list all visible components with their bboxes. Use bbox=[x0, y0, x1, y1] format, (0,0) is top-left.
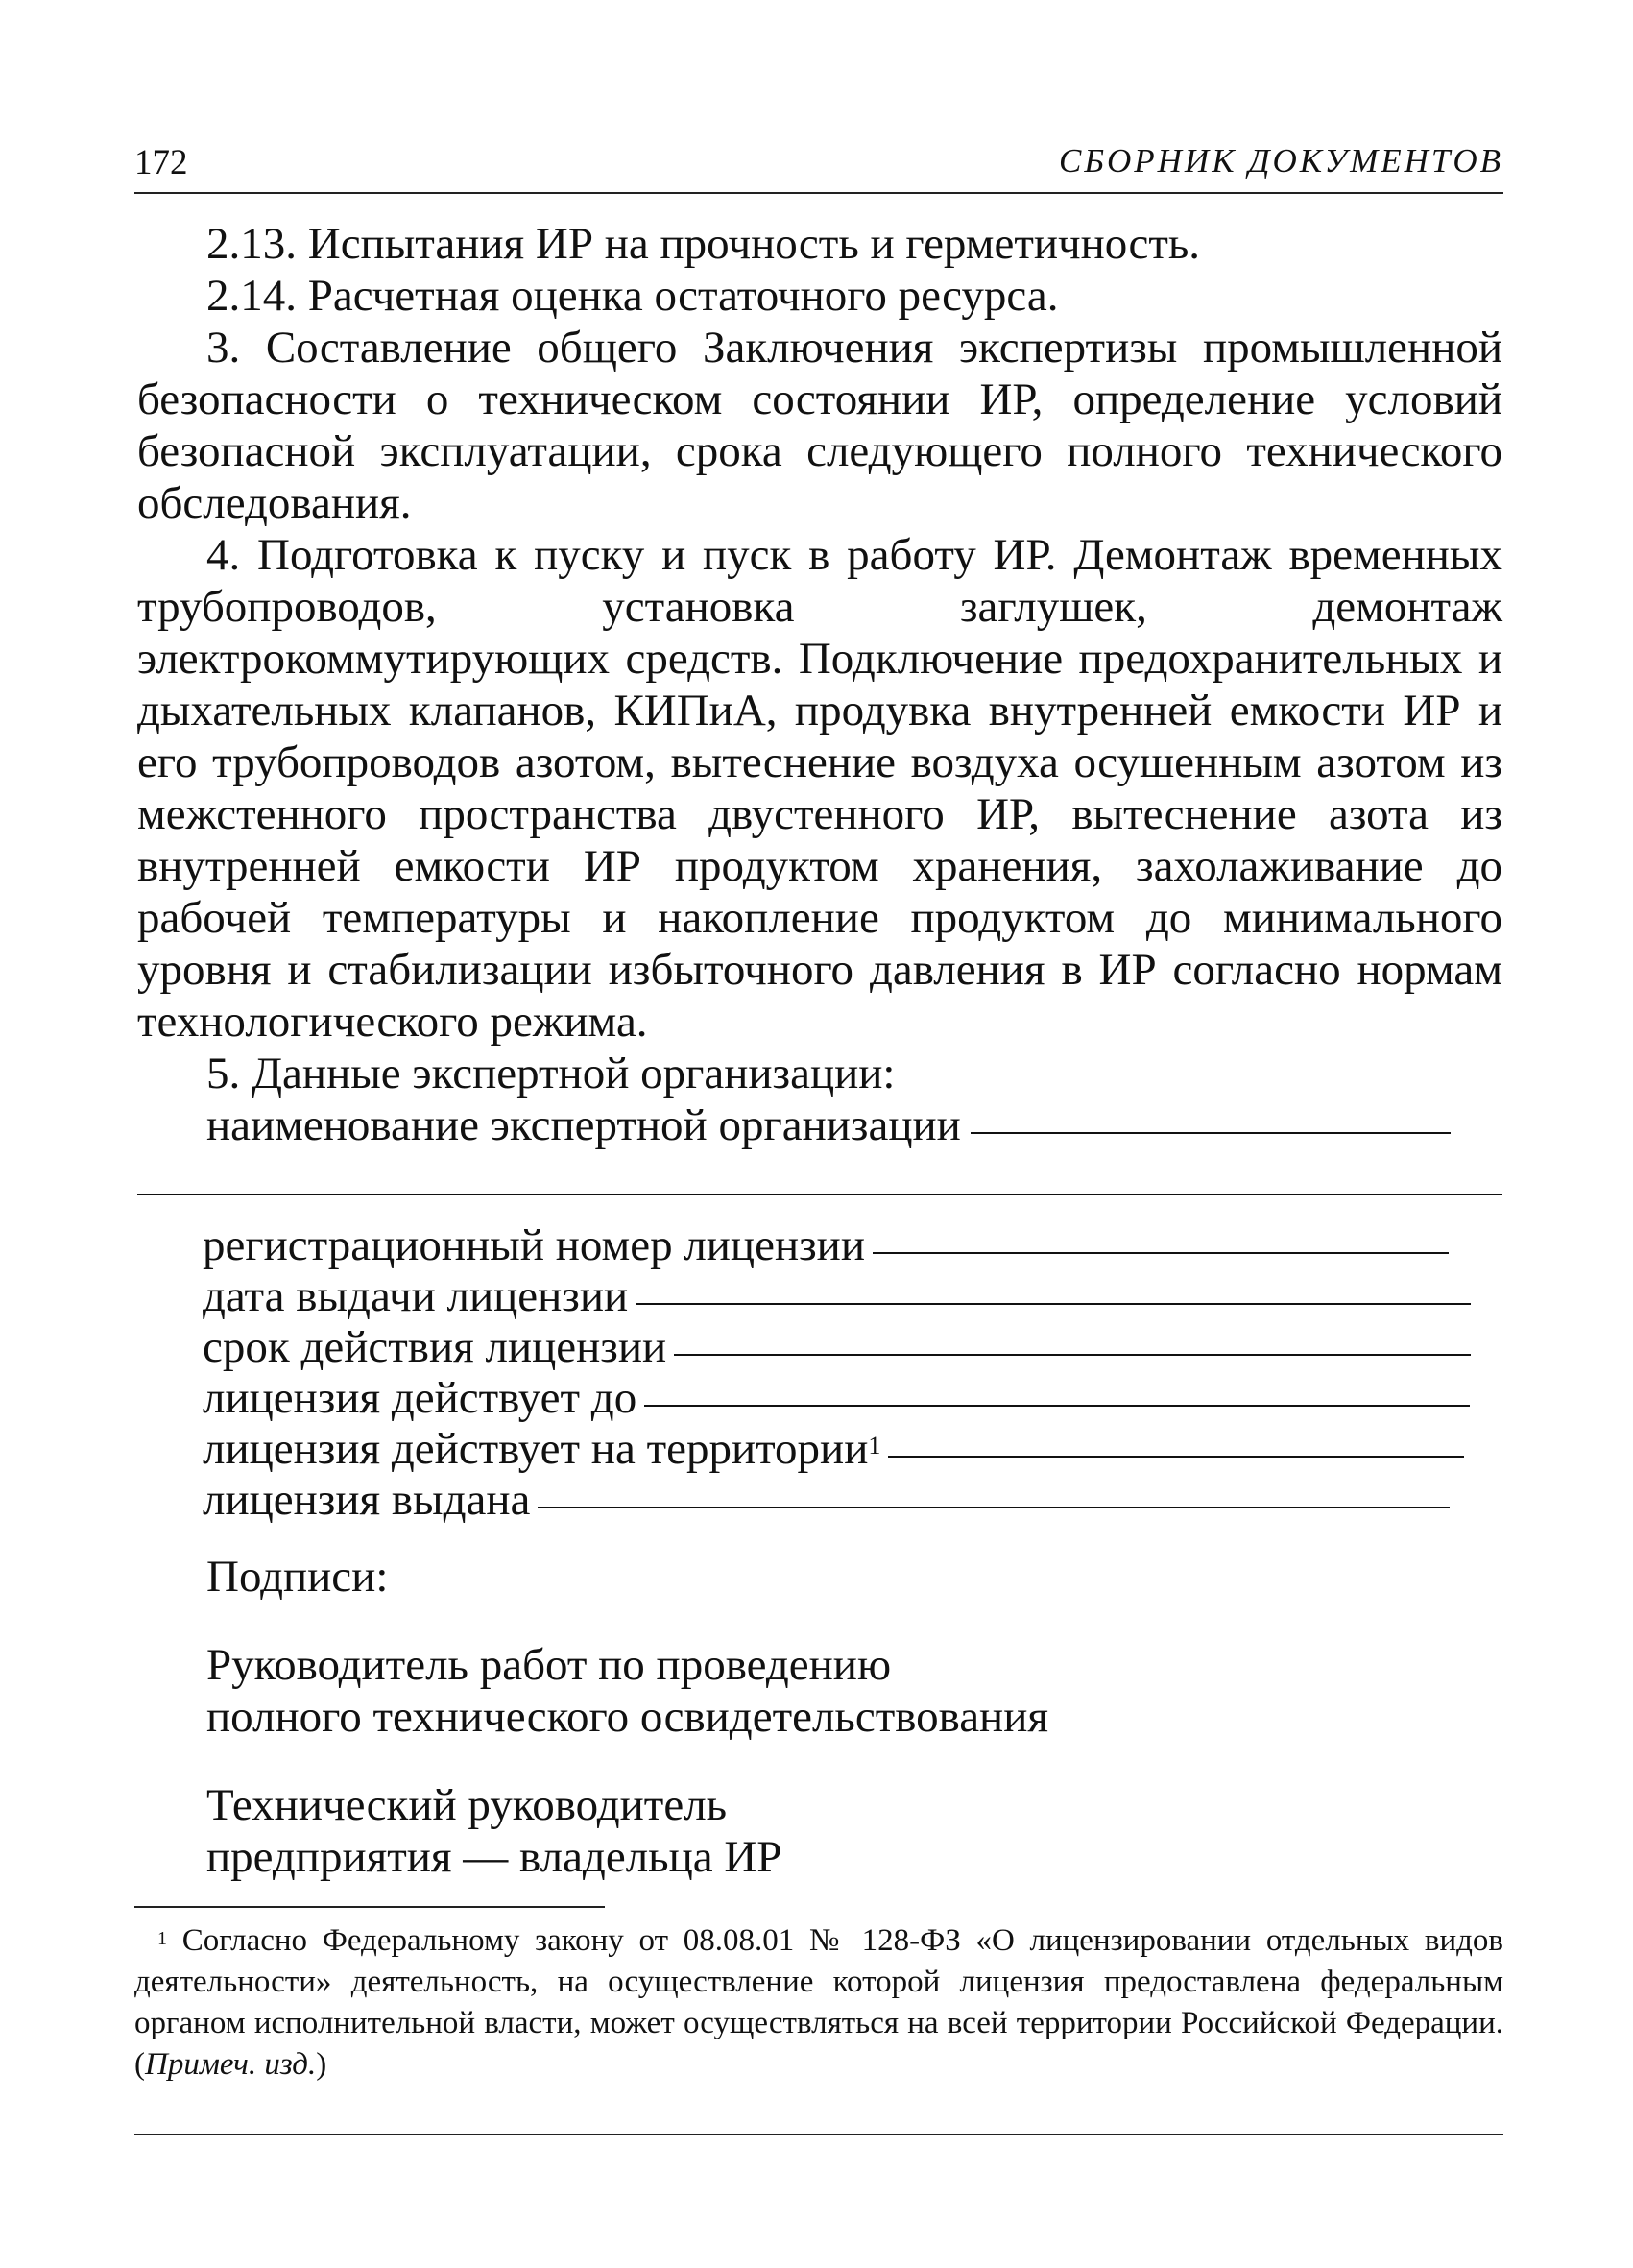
paragraph-5: 5. Данные экспертной организации: bbox=[206, 1049, 896, 1098]
org-name-blank-line-full[interactable] bbox=[137, 1194, 1502, 1195]
signature-block-technical-director bbox=[137, 1779, 1502, 1883]
signer-title-line: полного технического освидетельствования bbox=[206, 1692, 1048, 1742]
bottom-rule bbox=[134, 2134, 1503, 2135]
org-name-field[interactable] bbox=[137, 1099, 1502, 1151]
paragraph-2-13: 2.13. Испытания ИР на прочность и герметичность. bbox=[206, 219, 1201, 269]
footnote bbox=[134, 1920, 1503, 2086]
page-body bbox=[137, 218, 1502, 1883]
paragraph-4: 4. Подготовка к пуску и пуск в работу ИР. Демонтаж временных трубопроводов, установка заглушек, демонтаж электрокоммутирующих средств. Подключение предохранительных и дыхательных клапанов, КИПиА, продувка внутренней емкости ИР и его трубопроводов азотом, вытеснение воздуха осушенным азотом из межстенного пространства двустенного ИР, вытеснение азота из внутренней емкости ИР продуктом хранения, захолаживание до рабочей температуры и накопление продуктом до минимального уровня и стабилизации избыточного давления в ИР согласно нормам технологического режима. bbox=[137, 530, 1502, 1047]
license-field-blank-line[interactable] bbox=[674, 1354, 1471, 1356]
footnote-text: Согласно Федеральному закону от 08.08.01 № 128-ФЗ «О лицензировании отдельных видов деятельности» деятельность, на осуществление которой лицензия предоставлена федеральным органом исполнительной власти, может осуществляться на всей территории Российской Федерации. ( bbox=[134, 1923, 1503, 2082]
license-field-blank-line[interactable] bbox=[644, 1405, 1470, 1407]
license-field-label: лицензия действует на территории$^1$ bbox=[203, 1424, 881, 1474]
org-name-blank-line[interactable] bbox=[971, 1132, 1451, 1134]
license-field-label: регистрационный номер лицензии bbox=[203, 1220, 865, 1270]
license-field-issued-by[interactable] bbox=[137, 1475, 1502, 1526]
license-field-blank-line[interactable] bbox=[873, 1252, 1449, 1254]
org-name-label: наименование экспертной организации bbox=[206, 1100, 961, 1150]
license-field-validity-period[interactable] bbox=[137, 1322, 1502, 1373]
footnote-separator bbox=[134, 1906, 605, 1908]
license-field-label: лицензия выдана bbox=[203, 1475, 531, 1525]
signer-title-line: предприятия — владельца ИР bbox=[206, 1832, 782, 1882]
license-field-blank-line[interactable] bbox=[636, 1303, 1471, 1305]
license-field-blank-line[interactable] bbox=[888, 1456, 1464, 1458]
license-field-label: срок действия лицензии bbox=[203, 1322, 667, 1372]
footnote-close-paren: ) bbox=[316, 2047, 327, 2082]
footnote-mark: 1 bbox=[157, 1928, 167, 1949]
footnote-reference: 1 bbox=[868, 1432, 881, 1460]
footnote-publisher-note: Примеч. изд. bbox=[145, 2047, 317, 2082]
running-title: СБОРНИК ДОКУМЕНТОВ bbox=[1059, 142, 1503, 180]
license-field-blank-line[interactable] bbox=[538, 1507, 1450, 1508]
paragraph-2-14: 2.14. Расчетная оценка остаточного ресурса. bbox=[206, 271, 1059, 321]
license-field-label: дата выдачи лицензии bbox=[203, 1271, 629, 1321]
page-header bbox=[134, 138, 1503, 194]
license-field-issue-date[interactable] bbox=[137, 1271, 1502, 1322]
license-field-reg-number[interactable] bbox=[137, 1220, 1502, 1271]
page-number: 172 bbox=[134, 143, 188, 182]
signature-block-work-manager bbox=[137, 1639, 1502, 1743]
license-field-label: лицензия действует до bbox=[203, 1373, 637, 1423]
signatures-heading: Подписи: bbox=[206, 1552, 389, 1602]
signer-title-line: Технический руководитель bbox=[206, 1780, 728, 1830]
license-field-valid-until[interactable] bbox=[137, 1373, 1502, 1424]
license-field-territory[interactable] bbox=[137, 1424, 1502, 1475]
paragraph-3: 3. Составление общего Заключения экспертизы промышленной безопасности о техническом состоянии ИР, определение условий безопасной эксплуатации, срока следующего полного технического обследования. bbox=[137, 323, 1502, 528]
signer-title-line: Руководитель работ по проведению bbox=[206, 1640, 892, 1690]
